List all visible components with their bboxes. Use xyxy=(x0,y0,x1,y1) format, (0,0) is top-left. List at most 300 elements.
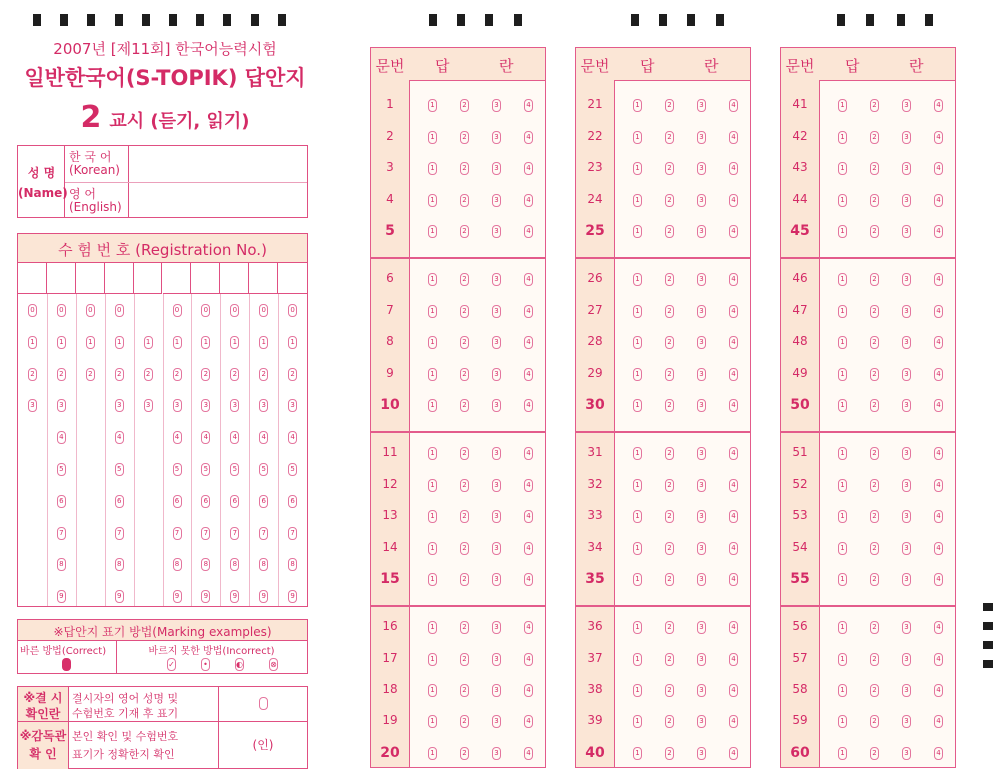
answer-bubble[interactable]: 4 xyxy=(729,542,738,555)
answer-bubble[interactable]: 2 xyxy=(870,747,879,760)
registration-bubble[interactable]: 1 xyxy=(28,336,37,349)
answer-bubble[interactable]: 2 xyxy=(870,653,879,666)
answer-bubble[interactable]: 3 xyxy=(697,336,706,349)
answer-bubble[interactable]: 4 xyxy=(934,194,943,207)
registration-bubble[interactable]: 9 xyxy=(230,590,239,603)
answer-bubble[interactable]: 4 xyxy=(729,336,738,349)
answer-bubble[interactable]: 3 xyxy=(902,368,911,381)
answer-bubble[interactable]: 3 xyxy=(492,479,501,492)
answer-bubble[interactable]: 1 xyxy=(633,447,642,460)
answer-bubble[interactable]: 2 xyxy=(665,336,674,349)
answer-bubble[interactable]: 3 xyxy=(902,162,911,175)
answer-bubble[interactable]: 1 xyxy=(428,273,437,286)
answer-bubble[interactable]: 3 xyxy=(492,510,501,523)
registration-bubble[interactable]: 1 xyxy=(288,336,297,349)
registration-bubble[interactable]: 3 xyxy=(173,399,182,412)
answer-bubble[interactable]: 3 xyxy=(697,573,706,586)
answer-bubble[interactable]: 3 xyxy=(697,305,706,318)
registration-bubble[interactable]: 1 xyxy=(173,336,182,349)
registration-digit-cell[interactable] xyxy=(134,262,163,294)
answer-bubble[interactable]: 4 xyxy=(524,194,533,207)
registration-bubble[interactable]: 1 xyxy=(86,336,95,349)
answer-bubble[interactable]: 4 xyxy=(934,542,943,555)
registration-bubble[interactable]: 2 xyxy=(115,368,124,381)
registration-bubble[interactable]: 7 xyxy=(201,527,210,540)
answer-bubble[interactable]: 3 xyxy=(902,336,911,349)
answer-bubble[interactable]: 3 xyxy=(492,447,501,460)
registration-bubble[interactable]: 5 xyxy=(57,463,66,476)
registration-bubble[interactable]: 3 xyxy=(144,399,153,412)
answer-bubble[interactable]: 4 xyxy=(729,194,738,207)
answer-bubble[interactable]: 1 xyxy=(633,194,642,207)
answer-bubble[interactable]: 4 xyxy=(524,336,533,349)
registration-digit-cell[interactable] xyxy=(47,262,76,294)
answer-bubble[interactable]: 1 xyxy=(633,573,642,586)
answer-bubble[interactable]: 4 xyxy=(934,273,943,286)
answer-bubble[interactable]: 4 xyxy=(524,131,533,144)
registration-bubble[interactable]: 5 xyxy=(201,463,210,476)
answer-bubble[interactable]: 3 xyxy=(697,368,706,381)
answer-bubble[interactable]: 4 xyxy=(524,399,533,412)
registration-bubble[interactable]: 5 xyxy=(288,463,297,476)
answer-bubble[interactable]: 4 xyxy=(934,368,943,381)
answer-bubble[interactable]: 3 xyxy=(697,621,706,634)
registration-bubble[interactable]: 9 xyxy=(288,590,297,603)
answer-bubble[interactable]: 3 xyxy=(492,305,501,318)
registration-digit-cell[interactable] xyxy=(278,262,307,294)
answer-bubble[interactable]: 2 xyxy=(665,621,674,634)
answer-bubble[interactable]: 4 xyxy=(524,225,533,238)
registration-bubble[interactable]: 3 xyxy=(201,399,210,412)
registration-bubble[interactable]: 0 xyxy=(173,304,182,317)
answer-bubble[interactable]: 3 xyxy=(492,99,501,112)
registration-bubble[interactable]: 9 xyxy=(57,590,66,603)
registration-bubble[interactable]: 8 xyxy=(201,558,210,571)
answer-bubble[interactable]: 2 xyxy=(460,621,469,634)
registration-bubble[interactable]: 0 xyxy=(86,304,95,317)
answer-bubble[interactable]: 2 xyxy=(870,510,879,523)
answer-bubble[interactable]: 4 xyxy=(729,747,738,760)
answer-bubble[interactable]: 1 xyxy=(633,684,642,697)
answer-bubble[interactable]: 1 xyxy=(633,336,642,349)
answer-bubble[interactable]: 3 xyxy=(492,747,501,760)
answer-bubble[interactable]: 1 xyxy=(428,162,437,175)
answer-bubble[interactable]: 2 xyxy=(460,131,469,144)
registration-bubble[interactable]: 2 xyxy=(259,368,268,381)
answer-bubble[interactable]: 1 xyxy=(633,368,642,381)
answer-bubble[interactable]: 1 xyxy=(633,99,642,112)
answer-bubble[interactable]: 4 xyxy=(934,162,943,175)
answer-bubble[interactable]: 4 xyxy=(934,510,943,523)
registration-bubble[interactable]: 1 xyxy=(230,336,239,349)
answer-bubble[interactable]: 4 xyxy=(524,621,533,634)
answer-bubble[interactable]: 2 xyxy=(870,194,879,207)
answer-bubble[interactable]: 2 xyxy=(870,305,879,318)
answer-bubble[interactable]: 3 xyxy=(697,273,706,286)
answer-bubble[interactable]: 4 xyxy=(524,684,533,697)
answer-bubble[interactable]: 4 xyxy=(729,573,738,586)
registration-bubble[interactable]: 4 xyxy=(288,431,297,444)
answer-bubble[interactable]: 4 xyxy=(729,273,738,286)
answer-bubble[interactable]: 2 xyxy=(870,273,879,286)
registration-bubble[interactable]: 8 xyxy=(115,558,124,571)
answer-bubble[interactable]: 4 xyxy=(524,273,533,286)
registration-bubble[interactable]: 3 xyxy=(259,399,268,412)
answer-bubble[interactable]: 4 xyxy=(934,653,943,666)
answer-bubble[interactable]: 4 xyxy=(934,715,943,728)
answer-bubble[interactable]: 1 xyxy=(633,747,642,760)
answer-bubble[interactable]: 1 xyxy=(633,162,642,175)
answer-bubble[interactable]: 3 xyxy=(902,510,911,523)
registration-bubble[interactable]: 0 xyxy=(201,304,210,317)
answer-bubble[interactable]: 3 xyxy=(697,684,706,697)
registration-bubble[interactable]: 2 xyxy=(144,368,153,381)
answer-bubble[interactable]: 3 xyxy=(492,653,501,666)
answer-bubble[interactable]: 1 xyxy=(428,479,437,492)
answer-bubble[interactable]: 2 xyxy=(870,99,879,112)
answer-bubble[interactable]: 3 xyxy=(902,447,911,460)
answer-bubble[interactable]: 1 xyxy=(428,399,437,412)
answer-bubble[interactable]: 2 xyxy=(665,479,674,492)
answer-bubble[interactable]: 1 xyxy=(633,225,642,238)
registration-bubble[interactable]: 0 xyxy=(259,304,268,317)
answer-bubble[interactable]: 1 xyxy=(428,542,437,555)
answer-bubble[interactable]: 2 xyxy=(870,715,879,728)
answer-bubble[interactable]: 2 xyxy=(665,747,674,760)
answer-bubble[interactable]: 4 xyxy=(524,542,533,555)
answer-bubble[interactable]: 2 xyxy=(870,131,879,144)
answer-bubble[interactable]: 2 xyxy=(460,573,469,586)
answer-bubble[interactable]: 3 xyxy=(902,621,911,634)
answer-bubble[interactable]: 3 xyxy=(697,715,706,728)
answer-bubble[interactable]: 2 xyxy=(460,399,469,412)
registration-bubble[interactable]: 1 xyxy=(201,336,210,349)
answer-bubble[interactable]: 2 xyxy=(665,715,674,728)
answer-bubble[interactable]: 3 xyxy=(902,225,911,238)
answer-bubble[interactable]: 2 xyxy=(460,542,469,555)
answer-bubble[interactable]: 3 xyxy=(902,542,911,555)
answer-bubble[interactable]: 1 xyxy=(428,99,437,112)
answer-bubble[interactable]: 1 xyxy=(633,653,642,666)
registration-bubble[interactable]: 5 xyxy=(259,463,268,476)
answer-bubble[interactable]: 3 xyxy=(902,715,911,728)
answer-bubble[interactable]: 1 xyxy=(428,510,437,523)
answer-bubble[interactable]: 4 xyxy=(524,162,533,175)
answer-bubble[interactable]: 2 xyxy=(460,715,469,728)
registration-bubble[interactable]: 1 xyxy=(259,336,268,349)
registration-bubble[interactable]: 2 xyxy=(28,368,37,381)
answer-bubble[interactable]: 4 xyxy=(934,99,943,112)
registration-bubble[interactable]: 8 xyxy=(57,558,66,571)
answer-bubble[interactable]: 4 xyxy=(934,131,943,144)
registration-bubble[interactable]: 9 xyxy=(201,590,210,603)
registration-bubble[interactable]: 8 xyxy=(230,558,239,571)
registration-bubble[interactable]: 4 xyxy=(173,431,182,444)
answer-bubble[interactable]: 3 xyxy=(902,747,911,760)
answer-bubble[interactable]: 3 xyxy=(902,194,911,207)
answer-bubble[interactable]: 1 xyxy=(838,305,847,318)
answer-bubble[interactable]: 4 xyxy=(934,684,943,697)
answer-bubble[interactable]: 1 xyxy=(838,336,847,349)
answer-bubble[interactable]: 1 xyxy=(428,336,437,349)
registration-digit-cell[interactable] xyxy=(105,262,134,294)
answer-bubble[interactable]: 2 xyxy=(665,131,674,144)
absent-bubble[interactable] xyxy=(259,697,268,710)
answer-bubble[interactable]: 1 xyxy=(428,715,437,728)
answer-bubble[interactable]: 4 xyxy=(729,399,738,412)
answer-bubble[interactable]: 4 xyxy=(524,573,533,586)
registration-bubble[interactable]: 6 xyxy=(115,495,124,508)
answer-bubble[interactable]: 4 xyxy=(934,747,943,760)
registration-digit-cell[interactable] xyxy=(163,262,192,294)
answer-bubble[interactable]: 1 xyxy=(633,131,642,144)
registration-bubble[interactable]: 4 xyxy=(115,431,124,444)
korean-name-field[interactable] xyxy=(129,146,307,182)
answer-bubble[interactable]: 2 xyxy=(665,447,674,460)
answer-bubble[interactable]: 1 xyxy=(838,510,847,523)
answer-bubble[interactable]: 3 xyxy=(697,194,706,207)
answer-bubble[interactable]: 3 xyxy=(697,747,706,760)
answer-bubble[interactable]: 2 xyxy=(460,162,469,175)
registration-bubble[interactable]: 9 xyxy=(173,590,182,603)
answer-bubble[interactable]: 3 xyxy=(902,273,911,286)
answer-bubble[interactable]: 2 xyxy=(460,336,469,349)
answer-bubble[interactable]: 1 xyxy=(428,747,437,760)
answer-bubble[interactable]: 1 xyxy=(838,131,847,144)
answer-bubble[interactable]: 2 xyxy=(870,399,879,412)
registration-bubble[interactable]: 0 xyxy=(57,304,66,317)
answer-bubble[interactable]: 1 xyxy=(838,399,847,412)
answer-bubble[interactable]: 4 xyxy=(524,715,533,728)
answer-bubble[interactable]: 1 xyxy=(428,305,437,318)
answer-bubble[interactable]: 1 xyxy=(428,368,437,381)
answer-bubble[interactable]: 4 xyxy=(729,99,738,112)
answer-bubble[interactable]: 3 xyxy=(697,653,706,666)
answer-bubble[interactable]: 4 xyxy=(729,368,738,381)
answer-bubble[interactable]: 4 xyxy=(934,305,943,318)
answer-bubble[interactable]: 3 xyxy=(697,131,706,144)
answer-bubble[interactable]: 1 xyxy=(838,653,847,666)
answer-bubble[interactable]: 3 xyxy=(697,99,706,112)
answer-bubble[interactable]: 2 xyxy=(665,684,674,697)
registration-bubble[interactable]: 3 xyxy=(57,399,66,412)
answer-bubble[interactable]: 2 xyxy=(665,99,674,112)
registration-bubble[interactable]: 1 xyxy=(144,336,153,349)
answer-bubble[interactable]: 4 xyxy=(729,715,738,728)
answer-bubble[interactable]: 2 xyxy=(870,368,879,381)
registration-bubble[interactable]: 1 xyxy=(57,336,66,349)
registration-bubble[interactable]: 5 xyxy=(115,463,124,476)
answer-bubble[interactable]: 3 xyxy=(902,479,911,492)
answer-bubble[interactable]: 3 xyxy=(902,399,911,412)
registration-digit-cell[interactable] xyxy=(76,262,105,294)
answer-bubble[interactable]: 1 xyxy=(428,653,437,666)
answer-bubble[interactable]: 4 xyxy=(934,621,943,634)
registration-bubble[interactable]: 4 xyxy=(201,431,210,444)
answer-bubble[interactable]: 1 xyxy=(838,273,847,286)
answer-bubble[interactable]: 2 xyxy=(460,99,469,112)
registration-bubble[interactable]: 8 xyxy=(173,558,182,571)
answer-bubble[interactable]: 4 xyxy=(524,99,533,112)
registration-bubble[interactable]: 9 xyxy=(259,590,268,603)
answer-bubble[interactable]: 2 xyxy=(870,573,879,586)
answer-bubble[interactable]: 4 xyxy=(524,653,533,666)
answer-bubble[interactable]: 4 xyxy=(524,447,533,460)
answer-bubble[interactable]: 1 xyxy=(633,399,642,412)
answer-bubble[interactable]: 3 xyxy=(902,573,911,586)
registration-bubble[interactable]: 9 xyxy=(115,590,124,603)
answer-bubble[interactable]: 1 xyxy=(838,99,847,112)
answer-bubble[interactable]: 4 xyxy=(729,162,738,175)
answer-bubble[interactable]: 2 xyxy=(460,510,469,523)
answer-bubble[interactable]: 2 xyxy=(665,194,674,207)
registration-bubble[interactable]: 2 xyxy=(86,368,95,381)
answer-bubble[interactable]: 2 xyxy=(460,653,469,666)
registration-bubble[interactable]: 6 xyxy=(288,495,297,508)
answer-bubble[interactable]: 2 xyxy=(460,447,469,460)
answer-bubble[interactable]: 1 xyxy=(428,131,437,144)
registration-bubble[interactable]: 7 xyxy=(259,527,268,540)
answer-bubble[interactable]: 1 xyxy=(838,684,847,697)
registration-bubble[interactable]: 2 xyxy=(201,368,210,381)
registration-bubble[interactable]: 3 xyxy=(28,399,37,412)
answer-bubble[interactable]: 2 xyxy=(870,336,879,349)
answer-bubble[interactable]: 2 xyxy=(870,684,879,697)
answer-bubble[interactable]: 2 xyxy=(460,305,469,318)
registration-bubble[interactable]: 0 xyxy=(115,304,124,317)
answer-bubble[interactable]: 3 xyxy=(697,542,706,555)
registration-bubble[interactable]: 5 xyxy=(230,463,239,476)
answer-bubble[interactable]: 3 xyxy=(492,368,501,381)
registration-bubble[interactable]: 4 xyxy=(259,431,268,444)
answer-bubble[interactable]: 1 xyxy=(633,479,642,492)
answer-bubble[interactable]: 1 xyxy=(838,542,847,555)
answer-bubble[interactable]: 2 xyxy=(665,510,674,523)
answer-bubble[interactable]: 4 xyxy=(524,479,533,492)
registration-bubble[interactable]: 5 xyxy=(173,463,182,476)
answer-bubble[interactable]: 2 xyxy=(870,447,879,460)
answer-bubble[interactable]: 4 xyxy=(934,399,943,412)
answer-bubble[interactable]: 1 xyxy=(633,510,642,523)
answer-bubble[interactable]: 1 xyxy=(838,479,847,492)
answer-bubble[interactable]: 2 xyxy=(460,194,469,207)
answer-bubble[interactable]: 3 xyxy=(492,542,501,555)
registration-bubble[interactable]: 6 xyxy=(230,495,239,508)
registration-bubble[interactable]: 0 xyxy=(230,304,239,317)
english-name-field[interactable] xyxy=(129,182,307,217)
answer-bubble[interactable]: 3 xyxy=(492,573,501,586)
answer-bubble[interactable]: 3 xyxy=(902,99,911,112)
registration-bubble[interactable]: 6 xyxy=(201,495,210,508)
answer-bubble[interactable]: 4 xyxy=(934,447,943,460)
answer-bubble[interactable]: 4 xyxy=(524,747,533,760)
answer-bubble[interactable]: 1 xyxy=(633,621,642,634)
answer-bubble[interactable]: 2 xyxy=(460,684,469,697)
answer-bubble[interactable]: 3 xyxy=(902,131,911,144)
answer-bubble[interactable]: 2 xyxy=(460,368,469,381)
answer-bubble[interactable]: 3 xyxy=(492,336,501,349)
answer-bubble[interactable]: 1 xyxy=(428,621,437,634)
answer-bubble[interactable]: 3 xyxy=(697,399,706,412)
answer-bubble[interactable]: 4 xyxy=(729,621,738,634)
answer-bubble[interactable]: 2 xyxy=(870,621,879,634)
answer-bubble[interactable]: 2 xyxy=(665,368,674,381)
answer-bubble[interactable]: 1 xyxy=(838,447,847,460)
answer-bubble[interactable]: 2 xyxy=(665,305,674,318)
answer-bubble[interactable]: 4 xyxy=(729,653,738,666)
answer-bubble[interactable]: 3 xyxy=(697,225,706,238)
answer-bubble[interactable]: 1 xyxy=(633,273,642,286)
answer-bubble[interactable]: 3 xyxy=(492,399,501,412)
registration-digit-cell[interactable] xyxy=(18,262,47,294)
answer-bubble[interactable]: 4 xyxy=(934,336,943,349)
answer-bubble[interactable]: 2 xyxy=(665,573,674,586)
registration-bubble[interactable]: 7 xyxy=(288,527,297,540)
answer-bubble[interactable]: 1 xyxy=(633,305,642,318)
answer-bubble[interactable]: 4 xyxy=(729,447,738,460)
answer-bubble[interactable]: 1 xyxy=(428,573,437,586)
answer-bubble[interactable]: 3 xyxy=(902,653,911,666)
answer-bubble[interactable]: 4 xyxy=(729,684,738,697)
registration-bubble[interactable]: 8 xyxy=(288,558,297,571)
registration-bubble[interactable]: 7 xyxy=(115,527,124,540)
answer-bubble[interactable]: 4 xyxy=(729,479,738,492)
answer-bubble[interactable]: 1 xyxy=(838,715,847,728)
answer-bubble[interactable]: 1 xyxy=(838,368,847,381)
registration-digit-cell[interactable] xyxy=(249,262,278,294)
answer-bubble[interactable]: 3 xyxy=(492,194,501,207)
registration-bubble[interactable]: 3 xyxy=(230,399,239,412)
answer-bubble[interactable]: 3 xyxy=(902,684,911,697)
answer-bubble[interactable]: 3 xyxy=(902,305,911,318)
registration-bubble[interactable]: 1 xyxy=(115,336,124,349)
answer-bubble[interactable]: 2 xyxy=(665,542,674,555)
registration-bubble[interactable]: 7 xyxy=(57,527,66,540)
answer-bubble[interactable]: 2 xyxy=(665,273,674,286)
answer-bubble[interactable]: 1 xyxy=(838,573,847,586)
registration-bubble[interactable]: 4 xyxy=(230,431,239,444)
answer-bubble[interactable]: 1 xyxy=(428,225,437,238)
registration-bubble[interactable]: 2 xyxy=(230,368,239,381)
registration-bubble[interactable]: 4 xyxy=(57,431,66,444)
answer-bubble[interactable]: 1 xyxy=(838,162,847,175)
answer-bubble[interactable]: 3 xyxy=(492,715,501,728)
answer-bubble[interactable]: 3 xyxy=(697,479,706,492)
answer-bubble[interactable]: 1 xyxy=(633,542,642,555)
answer-bubble[interactable]: 2 xyxy=(870,479,879,492)
answer-bubble[interactable]: 4 xyxy=(524,368,533,381)
registration-bubble[interactable]: 6 xyxy=(173,495,182,508)
registration-bubble[interactable]: 0 xyxy=(28,304,37,317)
answer-bubble[interactable]: 4 xyxy=(934,479,943,492)
answer-bubble[interactable]: 2 xyxy=(665,653,674,666)
registration-bubble[interactable]: 7 xyxy=(173,527,182,540)
answer-bubble[interactable]: 2 xyxy=(460,225,469,238)
answer-bubble[interactable]: 2 xyxy=(460,273,469,286)
answer-bubble[interactable]: 2 xyxy=(870,225,879,238)
answer-bubble[interactable]: 2 xyxy=(460,747,469,760)
registration-digit-cell[interactable] xyxy=(220,262,249,294)
answer-bubble[interactable]: 1 xyxy=(428,194,437,207)
answer-bubble[interactable]: 3 xyxy=(492,684,501,697)
registration-digit-cell[interactable] xyxy=(191,262,220,294)
registration-bubble[interactable]: 6 xyxy=(259,495,268,508)
answer-bubble[interactable]: 3 xyxy=(697,510,706,523)
answer-bubble[interactable]: 1 xyxy=(838,747,847,760)
answer-bubble[interactable]: 4 xyxy=(729,131,738,144)
answer-bubble[interactable]: 1 xyxy=(838,225,847,238)
registration-bubble[interactable]: 2 xyxy=(173,368,182,381)
